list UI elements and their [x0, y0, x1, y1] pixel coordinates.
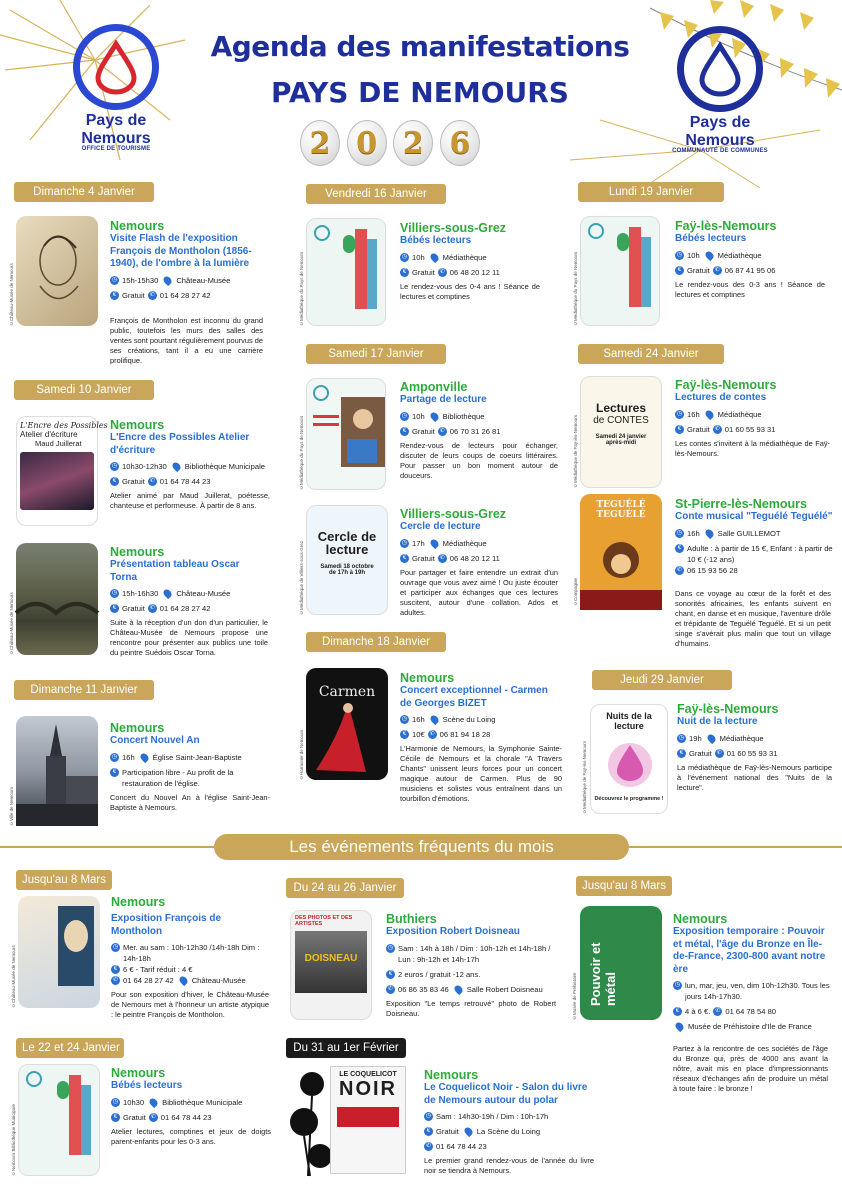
event-image	[18, 896, 100, 1008]
event-image	[16, 543, 98, 655]
event-time: 16h	[687, 528, 700, 538]
year-digit: 0	[347, 120, 387, 166]
event-description: Suite à la réception d'un don d'un particulier, le Château-Musée de Nemours propose une rencontre pour présenter aux publics une toile du peintre Suédois Oscar Torna.	[110, 618, 268, 657]
event-description: Rendez-vous de lecteurs pour échanger, discuter de leurs coups de coeurs littéraires. Pour passer un bon moment autour de douceurs.	[400, 440, 558, 480]
photo-credit: ©Médiathèque du Pays de Nemours	[299, 251, 304, 326]
event-image	[306, 378, 386, 490]
phone-icon: ✆	[676, 566, 683, 573]
event-phone[interactable]: 06 70 31 26 81	[449, 426, 501, 436]
event-price: Gratuit	[689, 748, 712, 758]
thumb-title: Cercle de lecture	[317, 529, 377, 557]
photo-credit: ©Médiathèque de Faÿ-lès-Nemours	[573, 414, 578, 488]
thumb-title: Lectures	[595, 401, 647, 415]
date-pill: Samedi 24 Janvier	[578, 344, 724, 364]
photo-credit: ©Musée de Préhistoire	[572, 972, 577, 1020]
year-digit: 2	[300, 120, 340, 166]
euro-icon: €	[400, 268, 409, 277]
page-title: Agenda des manifestations	[210, 30, 630, 63]
euro-icon: €	[424, 1127, 433, 1136]
phone-icon: ✆	[149, 478, 155, 484]
event-phone[interactable]: 01 64 78 44 23	[159, 477, 211, 486]
event-description: Pour son exposition d'hiver, le Château-Musée de Nemours met à l'honneur un artiste atypique : le peintre François de Montholon.	[111, 990, 269, 1019]
event-phone[interactable]: 01 64 78 44 23	[160, 1112, 212, 1122]
monkey-illustration-icon	[580, 520, 662, 610]
event-card	[677, 702, 832, 793]
thumb-subtitle: Découvrez le programme !	[594, 796, 664, 802]
event-image	[16, 216, 98, 326]
event-title[interactable]: Lectures de contes	[675, 392, 767, 403]
portrait-exhibit-icon	[18, 896, 100, 1008]
date-pill: Dimanche 18 Janvier	[306, 632, 446, 652]
date-pill: Dimanche 11 Janvier	[14, 680, 154, 700]
location-pin-icon	[162, 274, 173, 285]
event-title[interactable]: Nuit de la lecture	[677, 716, 758, 727]
euro-icon: €	[673, 1007, 682, 1016]
event-phone[interactable]: 06 15 93 56 28	[687, 565, 738, 575]
period-pill: Du 24 au 26 Janvier	[286, 878, 404, 898]
event-city: Nemours	[424, 1068, 479, 1082]
thumb-text: DES PHOTOS ET DES ARTISTES	[295, 915, 353, 927]
event-title[interactable]: Bébés lecteurs	[400, 235, 472, 246]
event-price: Gratuit	[123, 1112, 146, 1122]
event-time: 15h-15h30	[122, 275, 159, 285]
date-pill: Lundi 19 Janvier	[578, 182, 724, 202]
event-phone[interactable]: 06 87 41 95 06	[724, 265, 776, 275]
event-phone[interactable]: 06 81 94 18 28	[439, 730, 491, 739]
event-card	[110, 219, 268, 301]
page-subtitle: PAYS DE NEMOURS	[271, 76, 569, 109]
event-time: lun, mar, jeu, ven, dim 10h-12h30. Tous les jours 14h-17h30.	[685, 981, 830, 1001]
event-description: Atelier animé par Maud Juillerat, poétesse, chanteuse et performeuse. À partir de 8 ans.	[110, 491, 270, 510]
event-place: Château-Musée	[176, 589, 231, 598]
phone-icon: ✆	[714, 266, 720, 273]
event-description: Exposition "Le temps retrouvé" photo de Robert Doisneau.	[386, 998, 556, 1018]
reading-child-poster-icon	[307, 379, 387, 491]
event-image	[306, 505, 388, 615]
clock-icon: ◷	[401, 539, 408, 546]
phone-icon: ✆	[439, 268, 445, 275]
event-time: 15h-16h30	[122, 589, 159, 598]
euro-icon: €	[400, 730, 409, 739]
phone-icon: ✆	[715, 1008, 721, 1014]
photo-credit: ©Harmonie de Nemours	[299, 729, 304, 780]
event-price: Gratuit	[412, 426, 435, 436]
event-description: L'Harmonie de Nemours, la Symphonie Sainte-Cécile de Nemours et la chorale "A Travers Chants" unissent leurs forces pour un concert magique autour de Carmen. Plus de 90 musiciens et solistes vous entraînent dans un tourbillon d'émotions.	[400, 744, 562, 803]
event-place: Médiathèque	[442, 538, 487, 548]
event-card	[110, 721, 270, 813]
event-description: Le premier grand rendez-vous de l'année du livre noir se tiendra à Nemours.	[424, 1156, 594, 1175]
event-card	[675, 378, 830, 459]
event-price: 4 à 6 €.	[685, 1007, 711, 1016]
euro-icon: €	[110, 768, 119, 777]
thumb-title: Pouvoir et métal	[588, 942, 618, 1006]
location-pin-icon	[453, 983, 464, 994]
event-card	[675, 219, 825, 300]
location-pin-icon	[178, 975, 189, 986]
event-title[interactable]: Conte musical "Teguélé Teguélé"	[675, 511, 833, 522]
event-time: Sam : 14h à 18h / Dim : 10h-12h et 14h-18h / Lun : 9h-12h et 14h-17h	[398, 943, 551, 964]
logo-name-line1: Pays de	[689, 114, 751, 131]
photo-credit: ©Médiathèque du Pays de Nemours	[573, 251, 578, 326]
euro-icon: €	[675, 425, 684, 434]
euro-icon: €	[386, 970, 395, 979]
event-title[interactable]: Visite Flash de l'exposition François de Montholon (1856-1940), de l'ombre à la lumière	[110, 233, 252, 269]
baby-readers-poster-icon	[19, 1065, 101, 1177]
bridge-painting-icon	[16, 543, 98, 655]
location-pin-icon	[429, 410, 440, 421]
event-price: Adulte : à partir de 15 €, Enfant : à partir de 10 € (-12 ans)	[687, 543, 833, 564]
event-city: Nemours	[673, 912, 728, 926]
baby-readers-poster-icon	[307, 219, 387, 327]
event-time: 19h	[689, 733, 702, 743]
location-pin-icon	[674, 1021, 685, 1032]
logo-tagline: COMMUNAUTÉ DE COMMUNES	[672, 148, 768, 154]
event-phone[interactable]: 01 64 28 27 42	[159, 604, 211, 613]
euro-icon: €	[677, 749, 686, 758]
thumb-text: Maud Juillerat	[35, 439, 82, 448]
phone-icon: ✆	[149, 291, 155, 298]
event-image	[290, 1064, 408, 1176]
event-description: Les contes s'invitent à la médiathèque de Faÿ-lès-Nemours.	[675, 438, 830, 458]
thumb-title: Nuits de la lecture	[606, 711, 652, 731]
event-description: Concert du Nouvel An à l'église Saint-Jean-Baptiste à Nemours.	[110, 792, 270, 812]
location-pin-icon	[429, 251, 440, 262]
event-card	[400, 221, 540, 302]
date-pill: Vendredi 16 Janvier	[306, 184, 446, 204]
event-title[interactable]: Exposition Robert Doisneau	[386, 926, 520, 937]
event-place: La Scène du Loing	[476, 1127, 541, 1136]
event-place: Bibliothèque Municipale	[162, 1097, 243, 1107]
thumb-text: L'Encre des Possibles	[20, 421, 108, 430]
phone-icon: ✆	[429, 731, 435, 737]
event-place: Médiathèque	[717, 409, 762, 419]
thumb-date: Samedi 18 octobre de 17h à 19h	[320, 564, 374, 576]
event-price: Gratuit	[122, 290, 145, 300]
date-pill: Samedi 17 Janvier	[306, 344, 446, 364]
event-price: Gratuit	[122, 477, 145, 486]
logo-name-line2: Nemours	[685, 132, 755, 149]
event-price: 2 euros / gratuit -12 ans.	[398, 969, 481, 979]
event-phone[interactable]: 01 64 28 27 42	[123, 976, 174, 985]
date-pill: Dimanche 4 Janvier	[14, 182, 154, 202]
event-place: Médiathèque	[442, 252, 487, 262]
thumb-title: NOIR	[339, 1078, 397, 1100]
event-time: 10h	[687, 250, 700, 260]
photo-credit: ©Médiathèque de Villiers-sous-Grez	[299, 541, 304, 615]
event-card	[111, 895, 269, 1020]
location-pin-icon	[706, 732, 717, 743]
clock-icon: ◷	[112, 944, 119, 950]
euro-icon: €	[675, 266, 684, 275]
clock-icon: ◷	[676, 410, 683, 417]
event-description: François de Montholon est inconnu du grand public, toutefois les murs des salles des ventes sont pourtant régulièrement pourvus de ses créations, tant il a eu une carrière prolifique.	[110, 316, 263, 365]
location-pin-icon	[162, 588, 173, 599]
event-card	[673, 912, 833, 1032]
photo-credit: ©Compagnie	[573, 577, 578, 606]
location-pin-icon	[429, 537, 440, 548]
event-price: Participation libre - Au profit de la restauration de l'église.	[122, 767, 234, 788]
event-description: Le rendez-vous des 0-3 ans ! Séance de lectures et comptines	[675, 279, 825, 299]
event-phone[interactable]: 01 64 78 44 23	[436, 1142, 487, 1151]
clock-icon: ◷	[425, 1113, 432, 1119]
event-time: 16h	[687, 409, 700, 419]
date-pill: Samedi 10 Janvier	[14, 380, 154, 400]
event-image	[580, 376, 662, 488]
event-price: Gratuit	[122, 604, 145, 613]
event-phone[interactable]: 06 48 20 12 11	[449, 553, 500, 563]
event-place: Salle Robert Doisneau	[466, 984, 543, 994]
location-pin-icon	[704, 408, 715, 419]
euro-icon: €	[400, 427, 409, 436]
event-title[interactable]: Concert exceptionnel - Carmen de Georges BIZET	[400, 685, 548, 709]
event-place: Médiathèque	[719, 733, 764, 743]
event-image	[580, 906, 662, 1020]
event-phone[interactable]: 06 86 35 83 46	[398, 984, 449, 994]
phone-icon: ✆	[150, 1113, 156, 1120]
thumb-title: TEGUÉLÉ TEGUÉLÉ	[596, 500, 646, 520]
event-title[interactable]: Concert Nouvel An	[110, 735, 200, 746]
event-city: Nemours	[111, 1066, 166, 1080]
location-pin-icon	[139, 751, 150, 762]
clock-icon: ◷	[401, 412, 408, 419]
location-pin-icon	[429, 714, 440, 725]
event-city: Nemours	[400, 671, 455, 685]
event-card	[110, 418, 270, 511]
euro-icon: €	[400, 554, 409, 563]
location-pin-icon	[704, 249, 715, 260]
event-image	[580, 216, 660, 326]
event-city: Buthiers	[386, 912, 437, 926]
photo-credit: ©Château-Musée de Nemours	[11, 945, 16, 1008]
location-pin-icon	[463, 1126, 474, 1137]
clock-icon: ◷	[676, 529, 683, 536]
event-time: Mer. au sam : 10h-12h30 /14h-18h Dim : 14h-18h	[123, 943, 260, 963]
event-city: Nemours	[110, 721, 165, 735]
event-title[interactable]: Présentation tableau Oscar Torna	[110, 559, 240, 583]
clock-icon: ◷	[111, 753, 118, 760]
euro-icon: €	[111, 965, 120, 974]
logo-name-line2: Nemours	[81, 130, 151, 147]
thumb-date: Samedi 24 janvier après-midi	[595, 434, 647, 446]
event-city: Faÿ-lès-Nemours	[675, 219, 777, 233]
baby-readers-poster-icon	[581, 217, 661, 327]
section-heading: Les événements fréquents du mois	[214, 834, 629, 860]
phone-icon: ✆	[714, 425, 720, 432]
event-price: Gratuit	[687, 265, 710, 275]
event-card	[675, 497, 835, 576]
event-city: Nemours	[110, 219, 165, 233]
event-phone[interactable]: 01 64 28 27 42	[159, 290, 211, 300]
phone-icon: ✆	[425, 1143, 432, 1149]
event-city: Nemours	[111, 895, 166, 909]
event-title[interactable]: Bébés lecteurs	[111, 1080, 183, 1091]
euro-icon: €	[111, 1113, 120, 1122]
event-image	[16, 416, 108, 526]
event-place: Bibliothèque Municipale	[184, 462, 265, 471]
period-pill: Le 22 et 24 Janvier	[16, 1038, 124, 1058]
location-pin-icon	[148, 1096, 159, 1107]
event-price: Gratuit	[412, 267, 435, 277]
event-image	[306, 668, 388, 780]
event-city: St-Pierre-lès-Nemours	[675, 497, 807, 511]
photo-credit: ©Château-Musée de Nemours	[9, 592, 14, 655]
event-time: 10h	[412, 411, 425, 421]
clock-icon: ◷	[111, 463, 118, 469]
event-time: 17h	[412, 538, 425, 548]
drop-logo-icon	[73, 24, 159, 110]
photo-credit: ©Nemours Bibliothèque Municipale	[11, 1103, 16, 1176]
event-time: 16h	[412, 715, 425, 724]
clock-icon: ◷	[401, 253, 408, 260]
period-pill: Jusqu'au 8 Mars	[16, 870, 112, 890]
event-time: 10h30	[123, 1097, 145, 1107]
event-city: Villiers-sous-Grez	[400, 507, 507, 521]
event-city: Faÿ-lès-Nemours	[675, 378, 777, 392]
clock-icon: ◷	[111, 590, 118, 596]
dancer-icon	[306, 700, 388, 780]
thumb-text: Atelier d'écriture	[20, 430, 78, 439]
event-title[interactable]: L'Encre des Possibles Atelier d'écriture	[110, 432, 250, 456]
thumb-title: DOISNEAU	[304, 953, 358, 964]
location-pin-icon	[171, 461, 182, 472]
clock-icon: ◷	[387, 944, 394, 951]
event-time: 16h	[122, 752, 135, 762]
event-title[interactable]: Exposition François de Montholon	[111, 913, 222, 937]
event-place: Scène du Loing	[442, 715, 496, 724]
event-card	[400, 380, 558, 481]
euro-icon: €	[675, 544, 684, 553]
event-place: Église Saint-Jean-Baptiste	[152, 752, 242, 762]
phone-icon: ✆	[439, 427, 445, 434]
period-pill: Du 31 au 1er Février	[286, 1038, 406, 1058]
event-card	[400, 507, 558, 618]
phone-icon: ✆	[149, 605, 155, 611]
euro-icon: €	[110, 477, 119, 486]
photo-credit: ©Médiathèque de Faÿ-lès-Nemours	[582, 740, 587, 814]
divider-line	[629, 846, 842, 848]
photo-credit: ©Médiathèque du Pays de Nemours	[299, 415, 304, 490]
year-digit: 6	[440, 120, 480, 166]
clock-icon: ◷	[112, 1098, 119, 1105]
euro-icon: €	[110, 604, 119, 613]
event-city: Villiers-sous-Grez	[400, 221, 507, 235]
event-description: Pour partager et faire entendre un extrait d'un ouvrage que vous avez aimé ! Ou juste écouter et participer aux échanges que ces lectures suscitent, autour d'une collation. Ados et adultes.	[400, 567, 558, 617]
event-image	[16, 716, 98, 826]
event-price: 6 € - Tarif réduit : 4 €	[123, 965, 193, 974]
clock-icon: ◷	[111, 276, 118, 283]
photo-credit: ©Ville de Nemours	[9, 786, 14, 826]
location-pin-icon	[704, 527, 715, 538]
event-description: Atelier lectures, comptines et jeux de doigts parent-enfants pour les 0-3 ans.	[111, 1126, 271, 1146]
event-card	[386, 912, 556, 1019]
event-title[interactable]: Cercle de lecture	[400, 521, 481, 532]
phone-icon: ✆	[439, 554, 445, 561]
phone-icon: ✆	[716, 749, 722, 756]
photo-credit: ©Château-Musée de Nemours	[9, 263, 14, 326]
event-place: Musée de Préhistoire d'Ile de France	[688, 1022, 812, 1031]
divider-line	[0, 846, 214, 848]
clock-icon: ◷	[676, 251, 683, 258]
clock-icon: ◷	[678, 734, 685, 741]
event-price: Gratuit	[436, 1127, 459, 1136]
event-phone[interactable]: 01 60 55 93 31	[726, 748, 778, 758]
period-pill: Jusqu'au 8 Mars	[576, 876, 672, 896]
clock-icon: ◷	[674, 982, 681, 988]
year-digit: 2	[393, 120, 433, 166]
lotus-drop-icon	[591, 731, 669, 791]
year-ornaments	[300, 120, 480, 176]
event-card	[424, 1068, 594, 1176]
event-city: Nemours	[110, 418, 165, 432]
thumb-title: Carmen	[318, 684, 376, 700]
event-description: Partez à la rencontre de ces sociétés de l'âge du Bronze qui, près de 4000 ans avant la nôtre, avait mis en place d'impressionnants réseaux d'échanges afin de produire un métal à toute faire : le bronze !	[673, 1044, 828, 1093]
event-image	[306, 218, 386, 326]
clock-icon: ◷	[401, 716, 408, 722]
euro-icon: €	[110, 291, 119, 300]
logo-name-line1: Pays de	[85, 112, 147, 129]
event-place: Bibliothèque	[442, 411, 485, 421]
date-pill: Jeudi 29 Janvier	[592, 670, 732, 690]
thumb-title: de CONTES	[593, 415, 649, 426]
event-image	[580, 494, 662, 606]
event-city: Faÿ-lès-Nemours	[677, 702, 779, 716]
event-description: Le rendez-vous des 0-4 ans ! Séance de lectures et comptines	[400, 281, 540, 301]
event-time: 10h	[412, 252, 425, 262]
event-description: La médiathèque de Faÿ-lès-Nemours participe à l'événement national des "Nuits de la lecture".	[677, 762, 832, 792]
event-city: Amponville	[400, 380, 468, 394]
event-phone[interactable]: 01 64 78 54 80	[725, 1007, 777, 1016]
event-description: Dans ce voyage au cœur de la forêt et des sonorités africaines, les enfants suivent en chant, en danse et en musique, l'aventure drôle et trépidante de Teguélé Teguélé. Et si un petit singe s'avérait plus malin que tout un village d'humains.	[675, 589, 831, 648]
event-image	[290, 910, 372, 1020]
event-price: 10€	[412, 730, 425, 739]
portrait-sketch-icon	[16, 216, 98, 326]
event-title[interactable]: Exposition temporaire : Pouvoir et métal, l'âge du Bronze en Île-de-France, 2300-800 avant notre ère	[673, 926, 826, 975]
thumb-title: LE COQUELICOT	[339, 1071, 397, 1078]
church-icon	[16, 716, 98, 826]
event-time: 10h30-12h30	[122, 462, 167, 471]
event-city: Nemours	[110, 545, 165, 559]
phone-icon: ✆	[112, 977, 119, 983]
event-card	[111, 1066, 271, 1147]
event-phone[interactable]: 01 60 55 93 31	[724, 424, 776, 434]
event-place: Château-Musée	[176, 275, 231, 285]
event-image	[18, 1064, 100, 1176]
event-price: Gratuit	[412, 553, 435, 563]
event-place: Médiathèque	[717, 250, 762, 260]
event-image	[590, 704, 668, 814]
event-card	[110, 545, 268, 658]
event-phone[interactable]: 06 48 20 12 11	[449, 267, 500, 277]
event-card	[400, 671, 562, 804]
event-title[interactable]: Bébés lecteurs	[675, 233, 747, 244]
phone-icon: ✆	[387, 985, 394, 992]
logo-tagline: OFFICE DE TOURISME	[81, 146, 151, 152]
event-title[interactable]: Le Coquelicot Noir - Salon du livre de Nemours autour du polar	[424, 1082, 588, 1106]
event-place: Salle GUILLEMOT	[717, 528, 781, 538]
event-time: Sam : 14h30-19h / Dim : 10h-17h	[436, 1112, 549, 1121]
event-place: Château-Musée	[191, 976, 246, 985]
event-price: Gratuit	[687, 424, 710, 434]
event-title[interactable]: Partage de lecture	[400, 394, 487, 405]
